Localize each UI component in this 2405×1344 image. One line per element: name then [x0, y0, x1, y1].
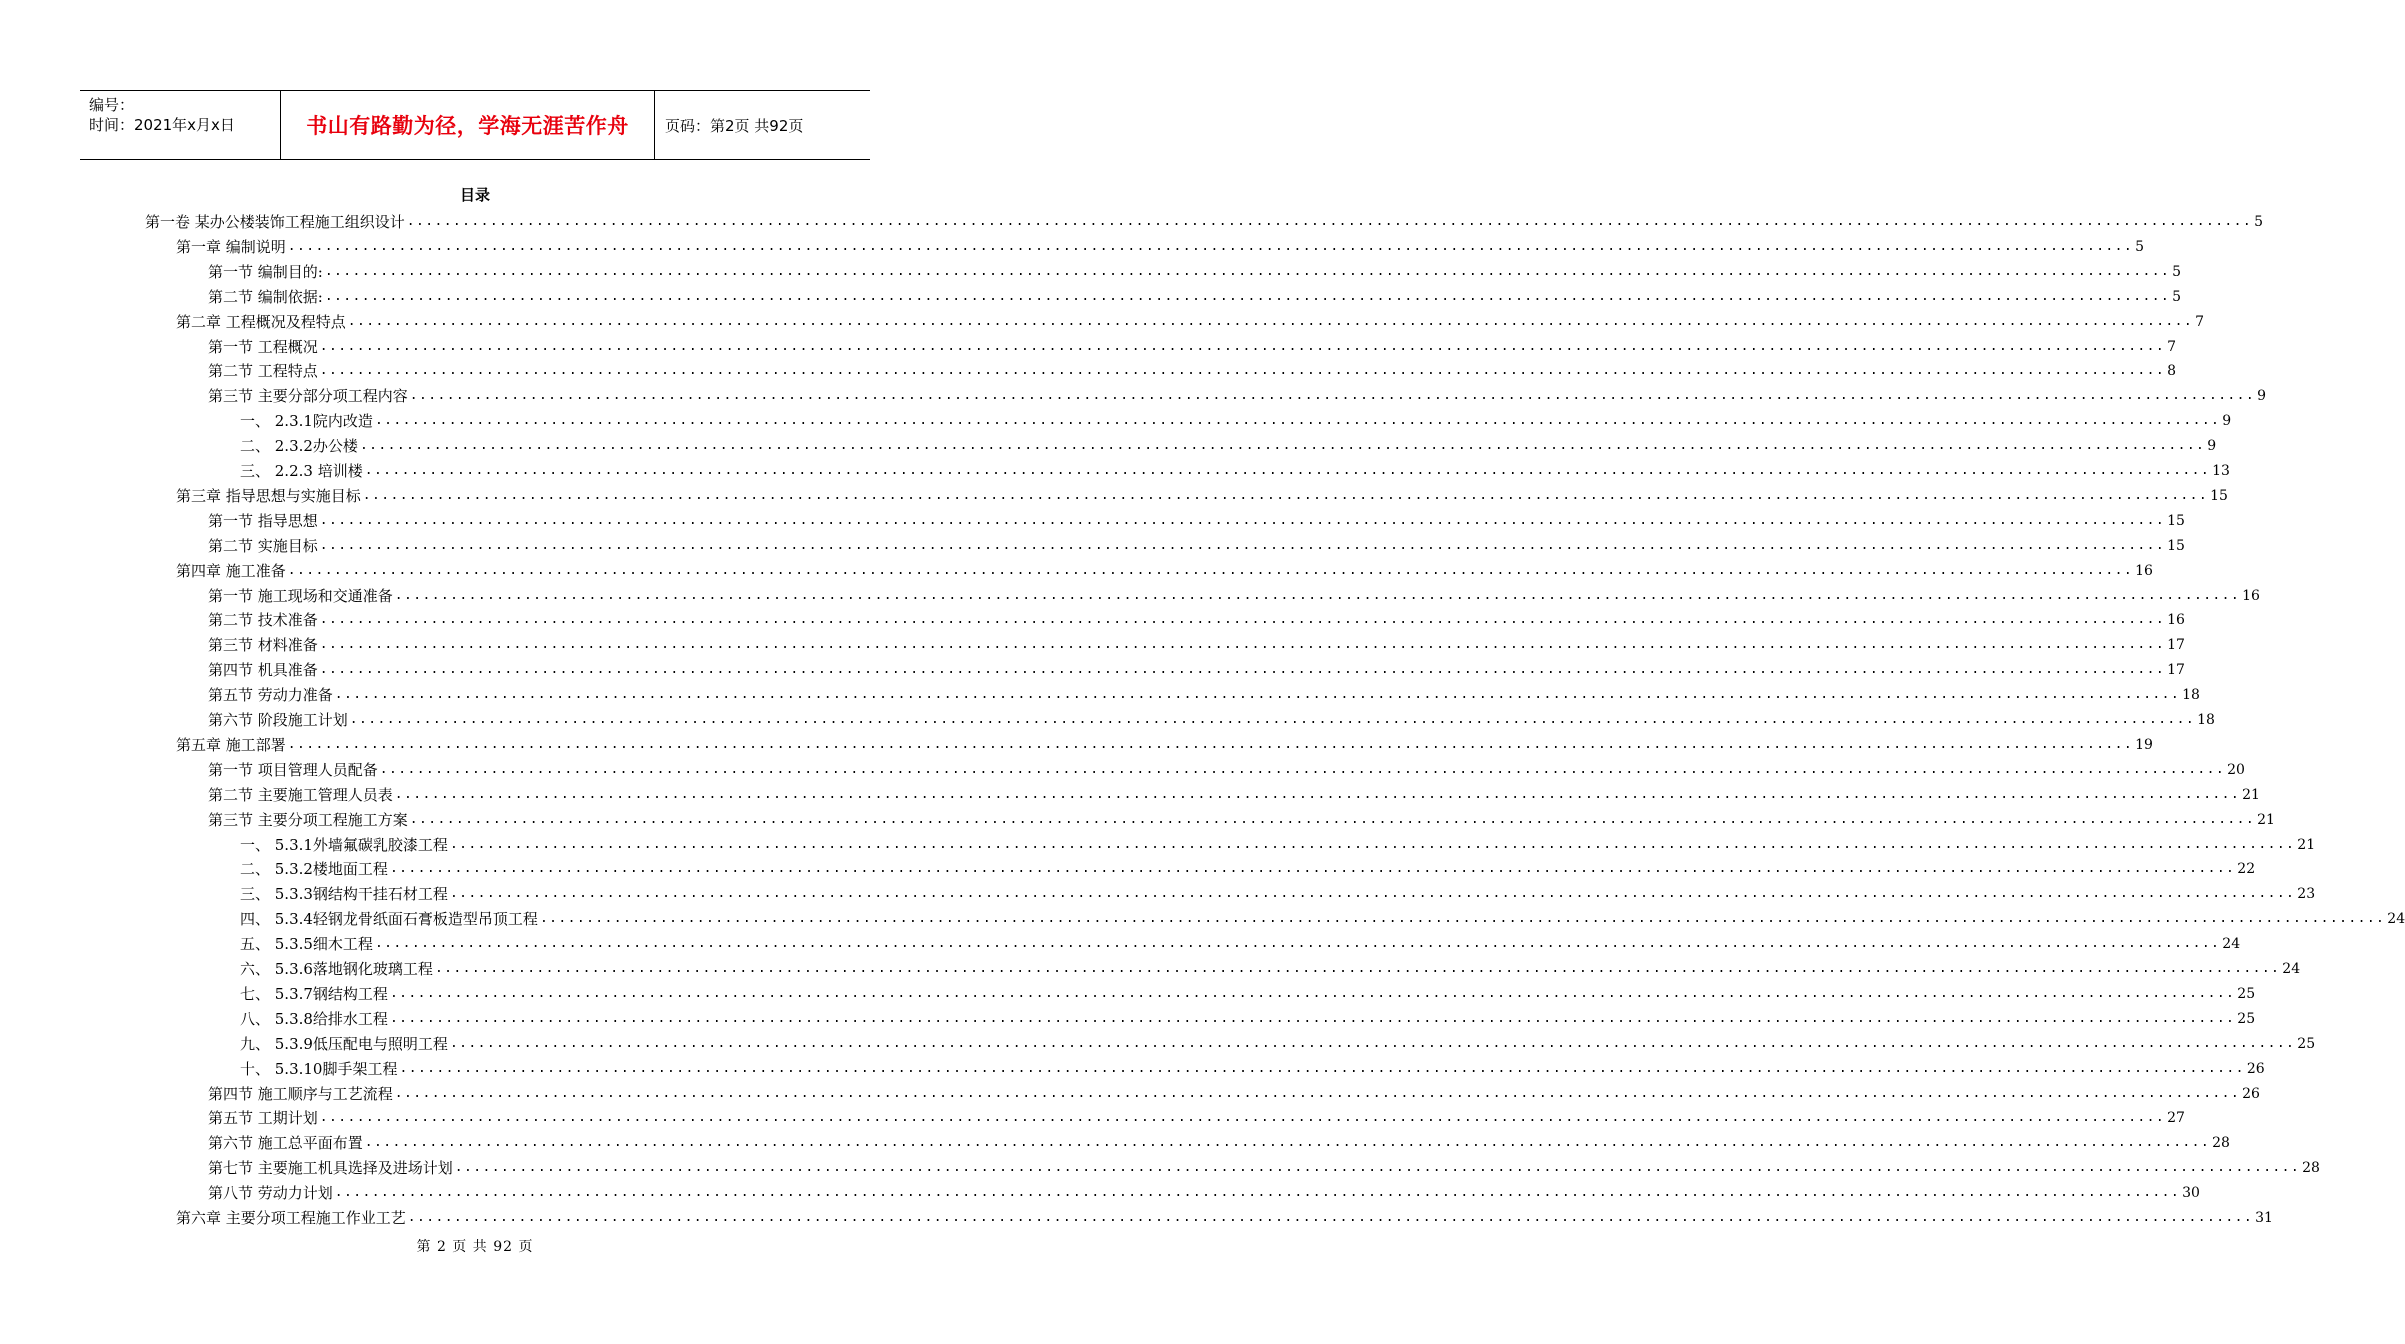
toc-leader-dots: ........................................................................................................................................................................................................ — [319, 1110, 2166, 1126]
toc-entry-title: 第一节 项目管理人员配备 — [208, 760, 378, 779]
toc-entry-title: 第五节 工期计划 — [208, 1109, 318, 1128]
toc-leader-dots: ........................................................................................................................................................................................................ — [374, 936, 2221, 952]
toc-leader-dots: ........................................................................................................................................................................................................ — [409, 388, 2256, 404]
toc-entry[interactable] — [208, 507, 2185, 531]
toc-entry-title: 第八节 劳动力计划 — [208, 1184, 333, 1203]
toc-entry[interactable] — [176, 557, 2153, 581]
toc-entry-page: 21 — [2297, 836, 2316, 853]
toc-entry-title: 第二节 工程特点 — [208, 362, 318, 381]
toc-entry-page: 15 — [2167, 512, 2185, 529]
toc-entry[interactable] — [208, 631, 2185, 655]
toc-entry-page: 17 — [2167, 637, 2185, 654]
toc-leader-dots: ........................................................................................................................................................................................................ — [407, 1210, 2254, 1225]
toc-entry-title: 八、 5.3.8给排水工程 — [240, 1009, 388, 1028]
toc-entry[interactable] — [208, 582, 2260, 606]
toc-entry-title: 九、 5.3.9低压配电与照明工程 — [240, 1034, 448, 1053]
toc-leader-dots: ........................................................................................................................................................................................................ — [389, 1010, 2236, 1026]
page-header — [80, 90, 870, 160]
toc-entry-page: 9 — [2257, 388, 2267, 405]
toc-entry[interactable] — [240, 955, 2301, 979]
toc-entry-title: 第一卷 某办公楼装饰工程施工组织设计 — [145, 213, 405, 231]
toc-entry[interactable] — [176, 731, 2153, 755]
toc-entry-title: 第四节 机具准备 — [208, 661, 318, 680]
toc-entry[interactable] — [176, 482, 2228, 506]
toc-entry-title: 第二章 工程概况及程特点 — [176, 312, 346, 331]
toc-entry-page: 17 — [2167, 662, 2185, 679]
toc-entry-title: 第二节 主要施工管理人员表 — [208, 785, 393, 804]
toc-entry-title: 第一节 施工现场和交通准备 — [208, 586, 393, 605]
toc-entry-page: 21 — [2257, 811, 2275, 828]
toc-entry-page: 9 — [2222, 413, 2232, 430]
toc-leader-dots: ........................................................................................................................................................................................................ — [389, 861, 2236, 877]
toc-entry-title: 第二节 编制依据: — [208, 287, 323, 306]
toc-entry-page: 16 — [2135, 562, 2153, 579]
toc-leader-dots: ........................................................................................................................................................................................................ — [364, 1135, 2211, 1151]
toc-entry[interactable] — [208, 1179, 2200, 1203]
toc-entry[interactable] — [176, 233, 2145, 257]
toc-entry-page: 26 — [2246, 1060, 2265, 1077]
header-meta — [80, 91, 281, 159]
toc-entry-page: 28 — [2212, 1135, 2230, 1152]
toc-entry-page: 16 — [2242, 587, 2260, 604]
toc-entry-title: 第一章 编制说明 — [176, 237, 286, 256]
toc-entry-title: 一、 5.3.1外墙氟碳乳胶漆工程 — [240, 835, 448, 854]
toc-entry[interactable] — [208, 1129, 2230, 1153]
toc-entry-page: 24 — [2282, 961, 2301, 977]
toc-leader-dots: ........................................................................................................................................................................................................ — [449, 836, 2296, 852]
toc-leader-dots: ........................................................................................................................................................................................................ — [454, 1160, 2301, 1176]
toc-leader-dots: ........................................................................................................................................................................................................ — [319, 637, 2166, 653]
toc-entry-title: 第七节 主要施工机具选择及进场计划 — [208, 1159, 453, 1178]
toc-leader-dots: ........................................................................................................................................................................................................ — [324, 263, 2171, 279]
toc-entry-title: 第四节 施工顺序与工艺流程 — [208, 1084, 393, 1103]
toc-entry[interactable] — [208, 258, 2182, 282]
toc-leader-dots: ........................................................................................................................................................................................................ — [379, 761, 2226, 777]
toc-leader-dots: ........................................................................................................................................................................................................ — [287, 238, 2134, 254]
toc-leader-dots: ........................................................................................................................................................................................................ — [394, 587, 2241, 603]
toc-entry[interactable] — [208, 1154, 2320, 1178]
toc-entry-page: 15 — [2167, 537, 2185, 554]
toc-leader-dots: ........................................................................................................................................................................................................ — [319, 338, 2166, 354]
toc-entry-title: 十、 5.3.10脚手架工程 — [240, 1059, 398, 1078]
toc-leader-dots: ........................................................................................................................................................................................................ — [319, 662, 2166, 678]
toc-entry-page: 27 — [2167, 1110, 2185, 1127]
toc-entry-title: 四、 5.3.4轻钢龙骨纸面石膏板造型吊顶工程 — [240, 910, 538, 929]
toc-leader-dots: ........................................................................................................................................................................................................ — [319, 537, 2166, 553]
toc-entry[interactable] — [208, 1104, 2185, 1128]
toc-entry-page: 31 — [2255, 1210, 2273, 1226]
toc-entry[interactable] — [176, 308, 2205, 332]
toc-leader-dots: ........................................................................................................................................................................................................ — [449, 1035, 2296, 1051]
toc-entry[interactable] — [145, 208, 2264, 232]
toc-entry[interactable] — [240, 905, 2405, 929]
toc-entry-title: 第三节 材料准备 — [208, 636, 318, 655]
toc-entry-page: 28 — [2302, 1160, 2320, 1177]
toc-entry[interactable] — [240, 855, 2256, 879]
toc-entry[interactable] — [240, 930, 2241, 954]
toc-entry-title: 三、 5.3.3钢结构干挂石材工程 — [240, 885, 448, 904]
toc-entry-title: 第五章 施工部署 — [176, 735, 286, 754]
toc-leader-dots: ........................................................................................................................................................................................................ — [409, 811, 2256, 827]
toc-title: 目录 — [459, 186, 490, 204]
toc-entry-page: 23 — [2297, 886, 2316, 903]
toc-entry[interactable] — [208, 357, 2177, 381]
toc-entry-title: 五、 5.3.5细木工程 — [240, 935, 373, 954]
toc-entry-title: 三、 2.2.3 培训楼 — [240, 462, 363, 480]
toc-entry[interactable] — [208, 681, 2200, 705]
toc-entry-page: 7 — [2167, 338, 2177, 355]
toc-leader-dots: ........................................................................................................................................................................................................ — [319, 363, 2166, 379]
toc-entry-page: 22 — [2237, 861, 2256, 878]
toc-entry-title: 二、 5.3.2楼地面工程 — [240, 860, 388, 879]
toc-entry-page: 16 — [2167, 612, 2185, 629]
toc-entry[interactable] — [208, 532, 2185, 556]
toc-leader-dots: ........................................................................................................................................................................................................ — [362, 487, 2209, 503]
toc-entry-title: 七、 5.3.7钢结构工程 — [240, 984, 388, 1003]
toc-entry-page: 19 — [2135, 736, 2153, 753]
toc-entry-page: 15 — [2210, 487, 2228, 504]
toc-entry[interactable] — [240, 1055, 2265, 1079]
toc-entry-page: 8 — [2167, 363, 2177, 380]
toc-entry[interactable] — [208, 283, 2182, 307]
toc-entry-title: 第三章 指导思想与实施目标 — [176, 486, 361, 505]
toc-entry-page: 25 — [2297, 1035, 2316, 1052]
toc-leader-dots: ........................................................................................................................................................................................................ — [389, 985, 2236, 1001]
toc-entry[interactable] — [240, 407, 2232, 431]
toc-leader-dots: ........................................................................................................................................................................................................ — [319, 612, 2166, 628]
toc-entry-page: 7 — [2195, 313, 2205, 330]
toc-leader-dots: ........................................................................................................................................................................................................ — [347, 313, 2194, 329]
toc-entry-title: 第一节 编制目的: — [208, 262, 323, 281]
toc-entry-title: 一、 2.3.1院内改造 — [240, 412, 373, 431]
toc-entry[interactable] — [240, 457, 2230, 481]
toc-leader-dots: ........................................................................................................................................................................................................ — [364, 463, 2211, 478]
document-number-label: 编号： — [89, 96, 135, 114]
toc-entry-page: 5 — [2172, 263, 2182, 280]
toc-entry[interactable] — [208, 606, 2185, 630]
toc-entry-page: 18 — [2197, 712, 2215, 728]
toc-leader-dots: ........................................................................................................................................................................................................ — [287, 736, 2134, 752]
toc-entry-title: 第六节 施工总平面布置 — [208, 1134, 363, 1153]
toc-entry[interactable] — [208, 706, 2215, 730]
toc-leader-dots: ........................................................................................................................................................................................................ — [319, 512, 2166, 528]
header-motto: 书山有路勤为径，学海无涯苦作舟 — [281, 91, 655, 159]
toc-entry-title: 第六节 阶段施工计划 — [208, 711, 348, 729]
toc-entry-title: 第三节 主要分部分项工程内容 — [208, 387, 408, 406]
toc-entry[interactable] — [240, 1005, 2256, 1029]
toc-entry-title: 第五节 劳动力准备 — [208, 686, 333, 705]
toc-entry[interactable] — [208, 781, 2260, 805]
toc-entry-page: 25 — [2237, 1010, 2256, 1027]
toc-entry-page: 9 — [2207, 438, 2217, 455]
toc-entry-page: 25 — [2237, 985, 2256, 1002]
toc-entry-page: 30 — [2182, 1185, 2200, 1202]
toc-entry[interactable] — [240, 980, 2256, 1004]
toc-entry-page: 5 — [2172, 288, 2182, 305]
toc-leader-dots: ........................................................................................................................................................................................................ — [287, 562, 2134, 578]
toc-entry-page: 26 — [2242, 1085, 2260, 1102]
toc-leader-dots: ........................................................................................................................................................................................................ — [359, 438, 2206, 454]
toc-leader-dots: ........................................................................................................................................................................................................ — [394, 1085, 2241, 1101]
toc-entry-title: 第三节 主要分项工程施工方案 — [208, 810, 408, 829]
toc-leader-dots: ........................................................................................................................................................................................................ — [334, 1185, 2181, 1201]
toc-entry[interactable] — [240, 1030, 2316, 1054]
toc-entry-title: 二、 2.3.2办公楼 — [240, 437, 358, 456]
toc-entry-title: 第四章 施工准备 — [176, 561, 286, 580]
toc-entry-page: 13 — [2212, 463, 2230, 479]
toc-entry-title: 第六章 主要分项工程施工作业工艺 — [176, 1209, 406, 1227]
toc-leader-dots: ........................................................................................................................................................................................................ — [394, 786, 2241, 802]
document-time-label: 时间：2021年x月x日 — [89, 116, 235, 134]
toc-entry[interactable] — [208, 382, 2267, 406]
toc-leader-dots: ........................................................................................................................................................................................................ — [406, 214, 2253, 229]
toc-entry-page: 24 — [2222, 936, 2241, 953]
toc-entry[interactable] — [208, 656, 2185, 680]
toc-entry-title: 六、 5.3.6落地钢化玻璃工程 — [240, 960, 433, 978]
toc-entry[interactable] — [208, 756, 2245, 780]
toc-entry-page: 18 — [2182, 687, 2200, 704]
toc-entry-title: 第一节 工程概况 — [208, 337, 318, 356]
toc-entry-title: 第二节 实施目标 — [208, 536, 318, 555]
toc-leader-dots: ........................................................................................................................................................................................................ — [334, 687, 2181, 703]
toc-leader-dots: ........................................................................................................................................................................................................ — [449, 886, 2296, 902]
toc-leader-dots: ........................................................................................................................................................................................................ — [399, 1060, 2245, 1076]
toc-entry-page: 5 — [2254, 214, 2264, 230]
toc-entry-page: 20 — [2227, 761, 2245, 778]
toc-entry[interactable] — [176, 1204, 2273, 1228]
toc-entry[interactable] — [240, 432, 2217, 456]
toc-leader-dots: ........................................................................................................................................................................................................ — [349, 712, 2196, 727]
toc-entry-page: 24 — [2387, 911, 2405, 928]
toc-entry[interactable] — [208, 806, 2275, 830]
toc-leader-dots: ........................................................................................................................................................................................................ — [324, 288, 2171, 304]
toc-entry[interactable] — [240, 831, 2316, 855]
header-page-info: 页码：第2页 共92页 — [665, 116, 804, 135]
toc-entry-page: 5 — [2135, 238, 2145, 255]
toc-entry[interactable] — [208, 1080, 2260, 1104]
toc-entry-page: 21 — [2242, 786, 2260, 803]
toc-entry-title: 第一节 指导思想 — [208, 511, 318, 530]
toc-leader-dots: ........................................................................................................................................................................................................ — [539, 911, 2386, 927]
page-footer: 第 2 页 共 92 页 — [416, 1239, 534, 1255]
toc-entry-title: 第二节 技术准备 — [208, 611, 318, 630]
toc-leader-dots: ........................................................................................................................................................................................................ — [374, 413, 2221, 429]
toc-leader-dots: ........................................................................................................................................................................................................ — [434, 961, 2281, 976]
toc-entry[interactable] — [208, 333, 2177, 357]
toc-entry[interactable] — [240, 880, 2316, 904]
